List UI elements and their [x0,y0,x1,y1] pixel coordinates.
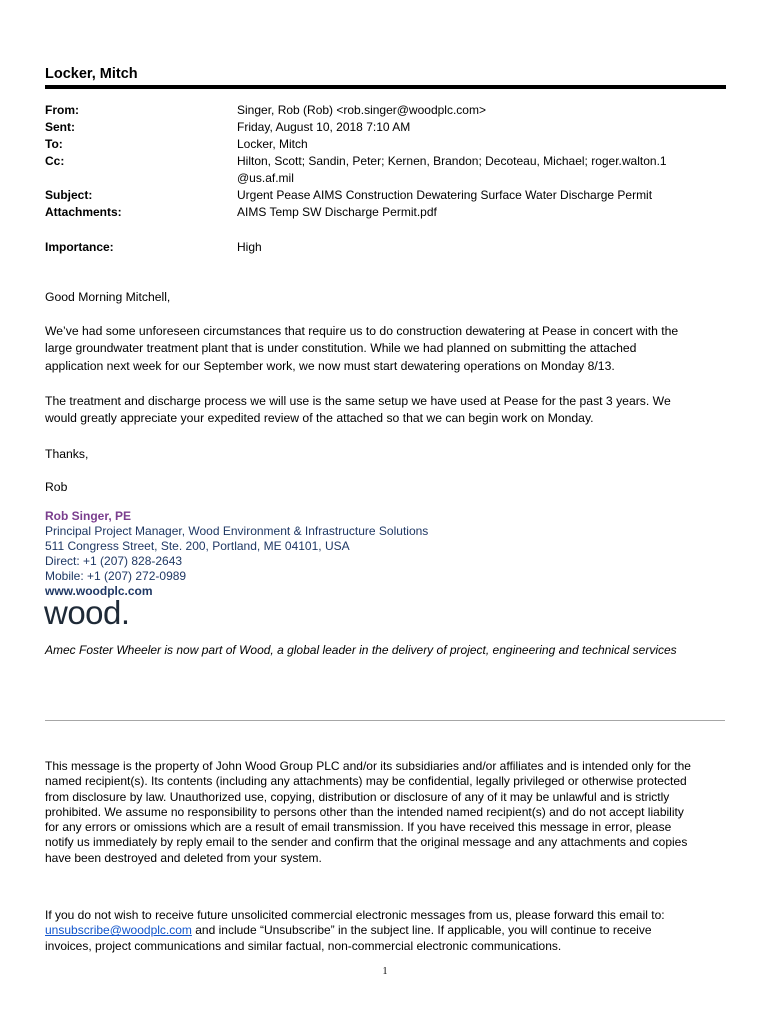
cc-value [237,153,735,187]
body-paragraph-1 [45,323,735,375]
attachments-label: Attachments: [45,205,122,219]
unsubscribe-line-2 [45,923,730,938]
subject-label: Subject: [45,188,93,202]
to-value: Locker, Mitch [237,137,308,151]
cc-value-line-1: Hilton, Scott; Sandin, Peter; Kernen, Brandon; Decoteau, Michael; roger.walton.1 [237,154,667,168]
body-paragraph-1-line-2: large groundwater treatment plant that is under constitution. While we had planned on submitting the attached [45,341,637,356]
unsubscribe-line-1: If you do not wish to receive future unsolicited commercial electronic messages from us, please forward this email to: [45,908,665,922]
importance-label: Importance: [45,240,114,254]
unsubscribe-line-3: invoices, project communications and similar factual, non-commercial electronic communications. [45,938,562,953]
disclaimer-line-7: have been destroyed and deleted from your system. [45,850,322,865]
header-to-row [45,136,735,153]
unsubscribe-notice [45,908,730,954]
legal-disclaimer [45,759,730,866]
unsubscribe-line-2-text: and include “Unsubscribe” in the subject line. If applicable, you will continue to receive [191,923,652,938]
cc-label: Cc: [45,154,65,168]
body-paragraph-2 [45,393,735,428]
signature-name: Rob Singer, PE [45,509,132,523]
header-subject-row [45,187,735,204]
page-number: 1 [382,966,388,977]
email-signature [45,509,428,599]
title-rule [45,85,726,89]
sent-label: Sent: [45,120,75,134]
subject-value: Urgent Pease AIMS Construction Dewatering Surface Water Discharge Permit [237,188,653,202]
signature-title: Principal Project Manager, Wood Environment & Infrastructure Solutions [45,524,429,538]
body-paragraph-2-line-2: would greatly appreciate your expedited review of the attached so that we can begin work on Monday. [45,411,594,426]
signature-divider [45,720,725,721]
signature-address: 511 Congress Street, Ste. 200, Portland, ME 04101, USA [45,539,350,553]
from-value: Singer, Rob (Rob) <rob.singer@woodplc.com> [237,103,486,117]
body-paragraph-1-line-1: We’ve had some unforeseen circumstances that require us to do construction dewatering at Pease in concert with the [45,324,679,338]
disclaimer-line-2: named recipient(s). Its contents (including any attachments) may be confidential, legally privileged or otherwise protected [45,774,687,789]
closing-thanks: Thanks, [45,447,89,461]
to-label: To: [45,137,63,151]
wood-logo-text: wood. [44,598,130,631]
signature-website-link[interactable]: www.woodplc.com [45,584,153,598]
wood-logo [44,598,144,632]
cc-value-line-2: @us.af.mil [237,171,294,185]
disclaimer-line-1: This message is the property of John Wood Group PLC and/or its subsidiaries and/or affiliates and is intended only for the [45,759,691,773]
header-cc-row [45,153,735,187]
unsubscribe-email-link[interactable]: unsubscribe@woodplc.com [45,923,192,938]
signature-direct-phone: Direct: +1 (207) 828-2643 [45,554,183,568]
mailbox-owner-title: Locker, Mitch [45,66,138,82]
greeting: Good Morning Mitchell, [45,290,171,304]
header-sent-row [45,119,735,136]
email-header [45,102,735,256]
body-paragraph-2-line-1: The treatment and discharge process we will use is the same setup we have used at Pease for the past 3 years. We [45,394,671,408]
header-importance-row [45,239,735,256]
signature-mobile-phone: Mobile: +1 (207) 272-0989 [45,569,187,583]
sent-value: Friday, August 10, 2018 7:10 AM [237,120,411,134]
disclaimer-line-4: prohibited. We assume no responsibility to persons other than the intended named recipient(s) and do not accept liability [45,804,684,819]
disclaimer-line-3: from disclosure by law. Unauthorized use, copying, distribution or disclosure of any of it may be unlawful and is strictly [45,789,670,804]
header-from-row [45,102,735,119]
company-tagline: Amec Foster Wheeler is now part of Wood, a global leader in the delivery of project, engineering and technical services [45,643,677,657]
sender-first-name: Rob [45,480,68,494]
importance-value: High [237,240,262,254]
disclaimer-line-6: notify us immediately by reply email to the sender and confirm that the original message and any attachments and copies [45,835,688,850]
header-attachments-row [45,204,735,221]
attachment-file[interactable]: AIMS Temp SW Discharge Permit.pdf [237,205,437,219]
disclaimer-line-5: for any errors or omissions which are a result of email transmission. If you have received this message in error, please [45,820,672,835]
from-label: From: [45,103,79,117]
body-paragraph-1-line-3: application next week for our September work, we now must start dewatering operations on Monday 8/13. [45,358,615,373]
